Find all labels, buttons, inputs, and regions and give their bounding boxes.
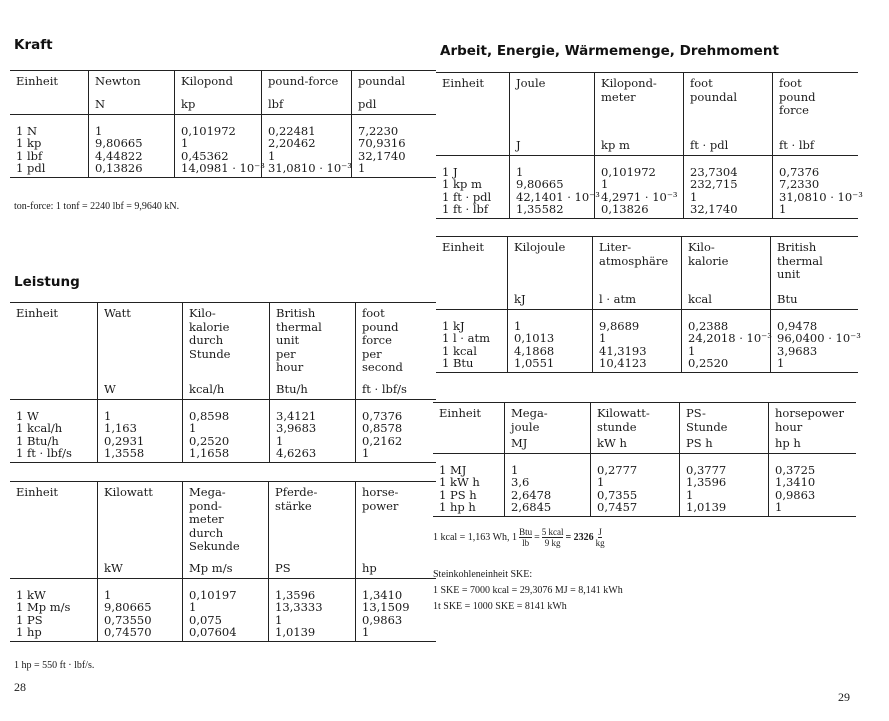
column-header-name: Newton <box>95 74 141 88</box>
column-header <box>507 237 592 309</box>
table-header <box>10 71 436 115</box>
table-cell: 1 <box>599 331 607 346</box>
table-cell: 0,74570 <box>104 624 152 639</box>
table-cell: 0,13826 <box>601 201 649 216</box>
column-header <box>592 237 681 309</box>
table-cell: 0,7355 <box>597 487 638 502</box>
table-cell: 1,3410 <box>362 588 403 602</box>
column-header <box>770 237 858 309</box>
row-unit-label: 1 hp <box>16 624 42 639</box>
value-column <box>768 454 856 516</box>
value-column <box>182 579 268 641</box>
table-body <box>10 115 436 177</box>
column-header <box>182 482 268 578</box>
table-cell: 0,22481 <box>268 124 316 138</box>
column-header <box>268 482 355 578</box>
table-cell: 0,9863 <box>362 612 403 627</box>
column-header <box>772 73 858 155</box>
fraction-numerator: 5 kcal <box>541 527 564 537</box>
table-cell: 2,6478 <box>511 487 552 502</box>
column-header <box>590 403 679 453</box>
table-header <box>436 73 858 156</box>
table-body <box>10 579 436 641</box>
column-header <box>269 303 355 399</box>
column-header-unit: kp <box>181 96 196 111</box>
column-header <box>10 303 97 399</box>
value-column <box>681 310 770 372</box>
table-cell: 9,80665 <box>516 177 564 192</box>
table-leistung-power-2 <box>10 481 436 642</box>
column-header-unit: kJ <box>514 291 526 306</box>
table-cell: 1 <box>362 624 370 639</box>
note-ske-line1: 1 SKE = 7000 kcal = 29,3076 MJ = 8,141 kWh <box>433 585 623 596</box>
value-column <box>679 454 768 516</box>
table-cell: 3,6 <box>511 475 530 490</box>
row-unit-label: 1 kp <box>16 136 42 151</box>
table-header <box>10 303 436 400</box>
table-cell: 1,0551 <box>514 355 555 370</box>
table-cell: 7,2230 <box>358 124 399 138</box>
table-cell: 1,35582 <box>516 201 564 216</box>
table-cell: 1 <box>688 343 696 358</box>
column-header-unit: l · atm <box>599 291 637 306</box>
table-cell: 1 <box>779 201 787 216</box>
column-header <box>436 73 509 155</box>
row-unit-label: 1 kW h <box>439 475 480 490</box>
value-column <box>182 400 269 462</box>
column-header-name: Kilojoule <box>514 240 566 254</box>
page-number-right: 29 <box>838 690 850 704</box>
table-arbeit-kilojoule <box>436 236 861 373</box>
table-cell: 0,73550 <box>104 612 152 627</box>
column-header-name: British thermal unit <box>777 240 823 281</box>
column-header-name: PS- Stunde <box>686 406 728 434</box>
column-header <box>174 71 261 114</box>
table-cell: 13,1509 <box>362 600 410 615</box>
note-equals-value: = 2326 <box>565 532 594 543</box>
table-cell: 0,2777 <box>597 463 638 477</box>
row-unit-label: 1 ft · lbf <box>442 201 489 216</box>
table-leistung-power <box>10 302 436 463</box>
unit-column <box>436 310 507 372</box>
table-cell: 0,2520 <box>189 433 230 448</box>
table-cell: 0,3725 <box>775 463 816 477</box>
table-cell: 1,163 <box>104 421 137 436</box>
value-column <box>770 310 861 372</box>
value-column <box>261 115 351 177</box>
table-cell: 1 <box>104 409 112 423</box>
column-header <box>88 71 174 114</box>
table-cell: 0,8578 <box>362 421 403 436</box>
table-cell: 1,3596 <box>686 475 727 490</box>
table-cell: 96,0400 · 10⁻³ <box>777 331 861 346</box>
column-header-unit: Btu/h <box>276 381 308 396</box>
row-unit-label: 1 Btu/h <box>16 433 59 448</box>
column-header <box>10 482 97 578</box>
section-title-arbeit: Arbeit, Energie, Wärmemenge, Drehmoment <box>440 43 779 59</box>
row-unit-label: 1 Btu <box>442 355 474 370</box>
column-header-unit: lbf <box>268 96 284 111</box>
row-unit-label: 1 kJ <box>442 319 465 333</box>
table-cell: 9,8689 <box>599 319 640 333</box>
row-unit-label: 1 J <box>442 165 458 179</box>
table-cell: 0,101972 <box>181 124 236 138</box>
column-header-unit: pdl <box>358 96 377 111</box>
table-cell: 1 <box>181 136 189 151</box>
column-header <box>97 482 182 578</box>
table-body <box>433 454 856 516</box>
column-header-name: Kilo- kalorie durch Stunde <box>189 306 231 361</box>
note-kcal-prefix: 1 kcal = 1,163 Wh, 1 <box>433 532 518 543</box>
column-header-name: Kilowatt <box>104 485 153 499</box>
value-column <box>268 579 355 641</box>
table-cell: 10,4123 <box>599 355 647 370</box>
table-cell: 1 <box>95 124 103 138</box>
row-unit-label: 1 pdl <box>16 160 46 175</box>
table-cell: 24,2018 · 10⁻³ <box>688 331 772 346</box>
note-kcal <box>433 527 607 548</box>
section-title-leistung: Leistung <box>14 274 80 290</box>
column-header-name: Joule <box>516 76 546 90</box>
table-cell: 0,075 <box>189 612 222 627</box>
table-header <box>433 403 856 454</box>
value-column <box>351 115 436 177</box>
column-header-name: foot pound force per second <box>362 306 403 374</box>
table-body <box>436 310 861 372</box>
column-header-name: British thermal unit per hour <box>276 306 322 374</box>
value-column <box>269 400 355 462</box>
table-cell: 1,3596 <box>275 588 316 602</box>
column-header-name: Watt <box>104 306 131 320</box>
table-cell: 4,2971 · 10⁻³ <box>601 189 678 204</box>
value-column <box>594 156 683 218</box>
table-cell: 1 <box>268 148 276 163</box>
column-header-name: Einheit <box>439 406 481 420</box>
fraction-numerator: Btu <box>519 527 533 537</box>
table-cell: 0,2520 <box>688 355 729 370</box>
row-unit-label: 1 PS h <box>439 487 477 502</box>
column-header-unit: kW h <box>597 435 627 450</box>
column-header-name: Mega- pond- meter durch Sekunde <box>189 485 240 553</box>
column-header-name: Einheit <box>442 76 484 90</box>
note-ton-force: ton-force: 1 tonf = 2240 lbf = 9,9640 kN. <box>14 201 180 212</box>
table-cell: 1 <box>189 600 197 615</box>
row-unit-label: 1 Mp m/s <box>16 600 71 615</box>
table-cell: 32,1740 <box>690 201 738 216</box>
column-header-unit: J <box>516 137 521 152</box>
table-cell: 232,715 <box>690 177 738 192</box>
value-column <box>509 156 600 218</box>
value-column <box>592 310 681 372</box>
row-unit-label: 1 kp m <box>442 177 482 192</box>
row-unit-label: 1 l · atm <box>442 331 490 346</box>
column-header-name: Kilo- kalorie <box>688 240 729 268</box>
value-column <box>174 115 265 177</box>
table-cell: 0,3777 <box>686 463 727 477</box>
table-cell: 1,0139 <box>686 499 727 514</box>
column-header-name: pound-force <box>268 74 339 88</box>
table-cell: 0,13826 <box>95 160 143 175</box>
table-cell: 1 <box>511 463 519 477</box>
column-header-unit: kcal <box>688 291 712 306</box>
value-column <box>683 156 772 218</box>
table-cell: 1 <box>276 433 284 448</box>
column-header-unit: PS h <box>686 435 713 450</box>
column-header-unit: Btu <box>777 291 798 306</box>
row-unit-label: 1 W <box>16 409 39 423</box>
column-header-unit: kW <box>104 560 123 575</box>
table-cell: 9,80665 <box>104 600 152 615</box>
column-header <box>683 73 772 155</box>
column-header-name: Kilowatt- stunde <box>597 406 650 434</box>
table-cell: 1 <box>516 165 524 179</box>
table-cell: 1 <box>601 177 609 192</box>
row-unit-label: 1 hp h <box>439 499 476 514</box>
table-cell: 4,1868 <box>514 343 555 358</box>
column-header-name: foot pound force <box>779 76 816 117</box>
table-cell: 1,3410 <box>775 475 816 490</box>
unit-column <box>10 400 97 462</box>
column-header-name: horse- power <box>362 485 399 513</box>
table-cell: 0,10197 <box>189 588 237 602</box>
fraction-numerator: J <box>598 527 602 537</box>
table-cell: 0,8598 <box>189 409 230 423</box>
column-header-name: Einheit <box>16 485 58 499</box>
row-unit-label: 1 MJ <box>439 463 467 477</box>
fraction-denominator: lb <box>522 538 530 548</box>
table-cell: 1,0139 <box>275 624 316 639</box>
table-cell: 0,9863 <box>775 487 816 502</box>
value-column <box>97 400 182 462</box>
column-header <box>182 303 269 399</box>
table-cell: 3,9683 <box>276 421 317 436</box>
column-header-name: Liter- atmosphäre <box>599 240 669 268</box>
table-cell: 1 <box>690 189 698 204</box>
table-cell: 2,20462 <box>268 136 316 151</box>
table-cell: 23,7304 <box>690 165 738 179</box>
table-arbeit-megajoule <box>433 402 856 517</box>
table-cell: 2,6845 <box>511 499 552 514</box>
column-header-name: Kilopond- meter <box>601 76 657 104</box>
table-cell: 70,9316 <box>358 136 406 151</box>
table-cell: 1 <box>104 588 112 602</box>
table-cell: 7,2330 <box>779 177 820 192</box>
column-header <box>436 237 507 309</box>
column-header-unit: ft · pdl <box>690 137 729 152</box>
table-cell: 1 <box>275 612 283 627</box>
table-cell: 14,0981 · 10⁻³ <box>181 160 265 175</box>
column-header-unit: ft · lbf <box>779 137 815 152</box>
column-header-unit: hp <box>362 560 377 575</box>
column-header-unit: hp h <box>775 435 801 450</box>
table-cell: 3,4121 <box>276 409 317 423</box>
page-number-left: 28 <box>14 680 26 694</box>
table-cell: 41,3193 <box>599 343 647 358</box>
column-header <box>261 71 351 114</box>
table-cell: 1 <box>597 475 605 490</box>
column-header-name: poundal <box>358 74 405 88</box>
table-cell: 0,7376 <box>362 409 403 423</box>
fraction-btu-lb <box>519 527 532 548</box>
table-cell: 31,0810 · 10⁻³ <box>268 160 352 175</box>
table-cell: 1 <box>189 421 197 436</box>
row-unit-label: 1 ft · lbf/s <box>16 445 72 460</box>
row-unit-label: 1 ft · pdl <box>442 189 492 204</box>
column-header-name: Einheit <box>442 240 484 254</box>
table-cell: 0,1013 <box>514 331 555 346</box>
value-column <box>355 579 436 641</box>
table-cell: 1 <box>362 445 370 460</box>
column-header-name: foot poundal <box>690 76 737 104</box>
table-header <box>436 237 858 310</box>
note-hp: 1 hp = 550 ft · lbf/s. <box>14 660 95 671</box>
value-column <box>355 400 436 462</box>
table-cell: 1,3558 <box>104 445 145 460</box>
column-header-name: Mega- joule <box>511 406 548 434</box>
fraction-denominator: kg <box>595 538 605 548</box>
table-cell: 1,1658 <box>189 445 230 460</box>
column-header <box>594 73 683 155</box>
column-header-name: horsepower hour <box>775 406 844 434</box>
row-unit-label: 1 lbf <box>16 148 43 163</box>
column-header-name: Einheit <box>16 74 58 88</box>
column-header-unit: Mp m/s <box>189 560 233 575</box>
table-body <box>436 156 863 218</box>
table-cell: 0,2162 <box>362 433 403 448</box>
column-header <box>768 403 856 453</box>
table-cell: 0,101972 <box>601 165 656 179</box>
table-cell: 1 <box>777 355 785 370</box>
column-header <box>351 71 436 114</box>
column-header <box>355 482 436 578</box>
table-cell: 4,6263 <box>276 445 317 460</box>
column-header-unit: MJ <box>511 435 528 450</box>
fraction-j-kg <box>596 527 605 548</box>
fraction-kcal-kg <box>542 527 564 548</box>
table-cell: 0,07604 <box>189 624 237 639</box>
unit-column <box>436 156 509 218</box>
unit-column <box>10 115 88 177</box>
table-cell: 1 <box>514 319 522 333</box>
table-cell: 1 <box>775 499 783 514</box>
note-ske-title: Steinkohleneinheit SKE: <box>433 569 533 580</box>
table-header <box>10 482 436 579</box>
value-column <box>507 310 592 372</box>
column-header <box>679 403 768 453</box>
column-header-name: Kilopond <box>181 74 233 88</box>
value-column <box>772 156 863 218</box>
table-cell: 4,44822 <box>95 148 143 163</box>
table-cell: 32,1740 <box>358 148 406 163</box>
row-unit-label: 1 kcal/h <box>16 421 63 436</box>
column-header-name: Pferde- stärke <box>275 485 318 513</box>
table-arbeit-energie <box>436 72 863 219</box>
table-cell: 42,1401 · 10⁻³ <box>516 189 600 204</box>
column-header-unit: kp m <box>601 137 630 152</box>
table-cell: 9,80665 <box>95 136 143 151</box>
column-header-name: Einheit <box>16 306 58 320</box>
column-header <box>681 237 770 309</box>
value-column <box>504 454 590 516</box>
column-header-unit: ft · lbf/s <box>362 381 407 396</box>
column-header <box>97 303 182 399</box>
column-header-unit: N <box>95 96 106 111</box>
value-column <box>590 454 679 516</box>
table-cell: 0,7376 <box>779 165 820 179</box>
table-body <box>10 400 436 462</box>
table-cell: 13,3333 <box>275 600 323 615</box>
section-title-kraft: Kraft <box>14 37 53 53</box>
table-cell: 0,7457 <box>597 499 638 514</box>
row-unit-label: 1 kcal <box>442 343 477 358</box>
table-cell: 0,45362 <box>181 148 229 163</box>
table-cell: 0,2388 <box>688 319 729 333</box>
table-cell: 1 <box>358 160 366 175</box>
table-cell: 1 <box>686 487 694 502</box>
row-unit-label: 1 PS <box>16 612 43 627</box>
unit-column <box>10 579 97 641</box>
column-header-unit: PS <box>275 560 291 575</box>
column-header <box>355 303 436 399</box>
column-header <box>433 403 504 453</box>
note-equals: = <box>534 532 540 543</box>
table-cell: 31,0810 · 10⁻³ <box>779 189 863 204</box>
value-column <box>88 115 174 177</box>
column-header <box>10 71 88 114</box>
unit-column <box>433 454 504 516</box>
row-unit-label: 1 kW <box>16 588 46 602</box>
table-kraft <box>10 70 436 178</box>
column-header-unit: W <box>104 381 116 396</box>
column-header <box>504 403 590 453</box>
column-header <box>509 73 594 155</box>
table-cell: 0,9478 <box>777 319 818 333</box>
value-column <box>97 579 182 641</box>
row-unit-label: 1 N <box>16 124 38 138</box>
table-cell: 3,9683 <box>777 343 818 358</box>
table-cell: 0,2931 <box>104 433 145 448</box>
note-ske-line2: 1t SKE = 1000 SKE = 8141 kWh <box>433 601 567 612</box>
fraction-denominator: 9 kg <box>544 538 561 548</box>
column-header-unit: kcal/h <box>189 381 225 396</box>
